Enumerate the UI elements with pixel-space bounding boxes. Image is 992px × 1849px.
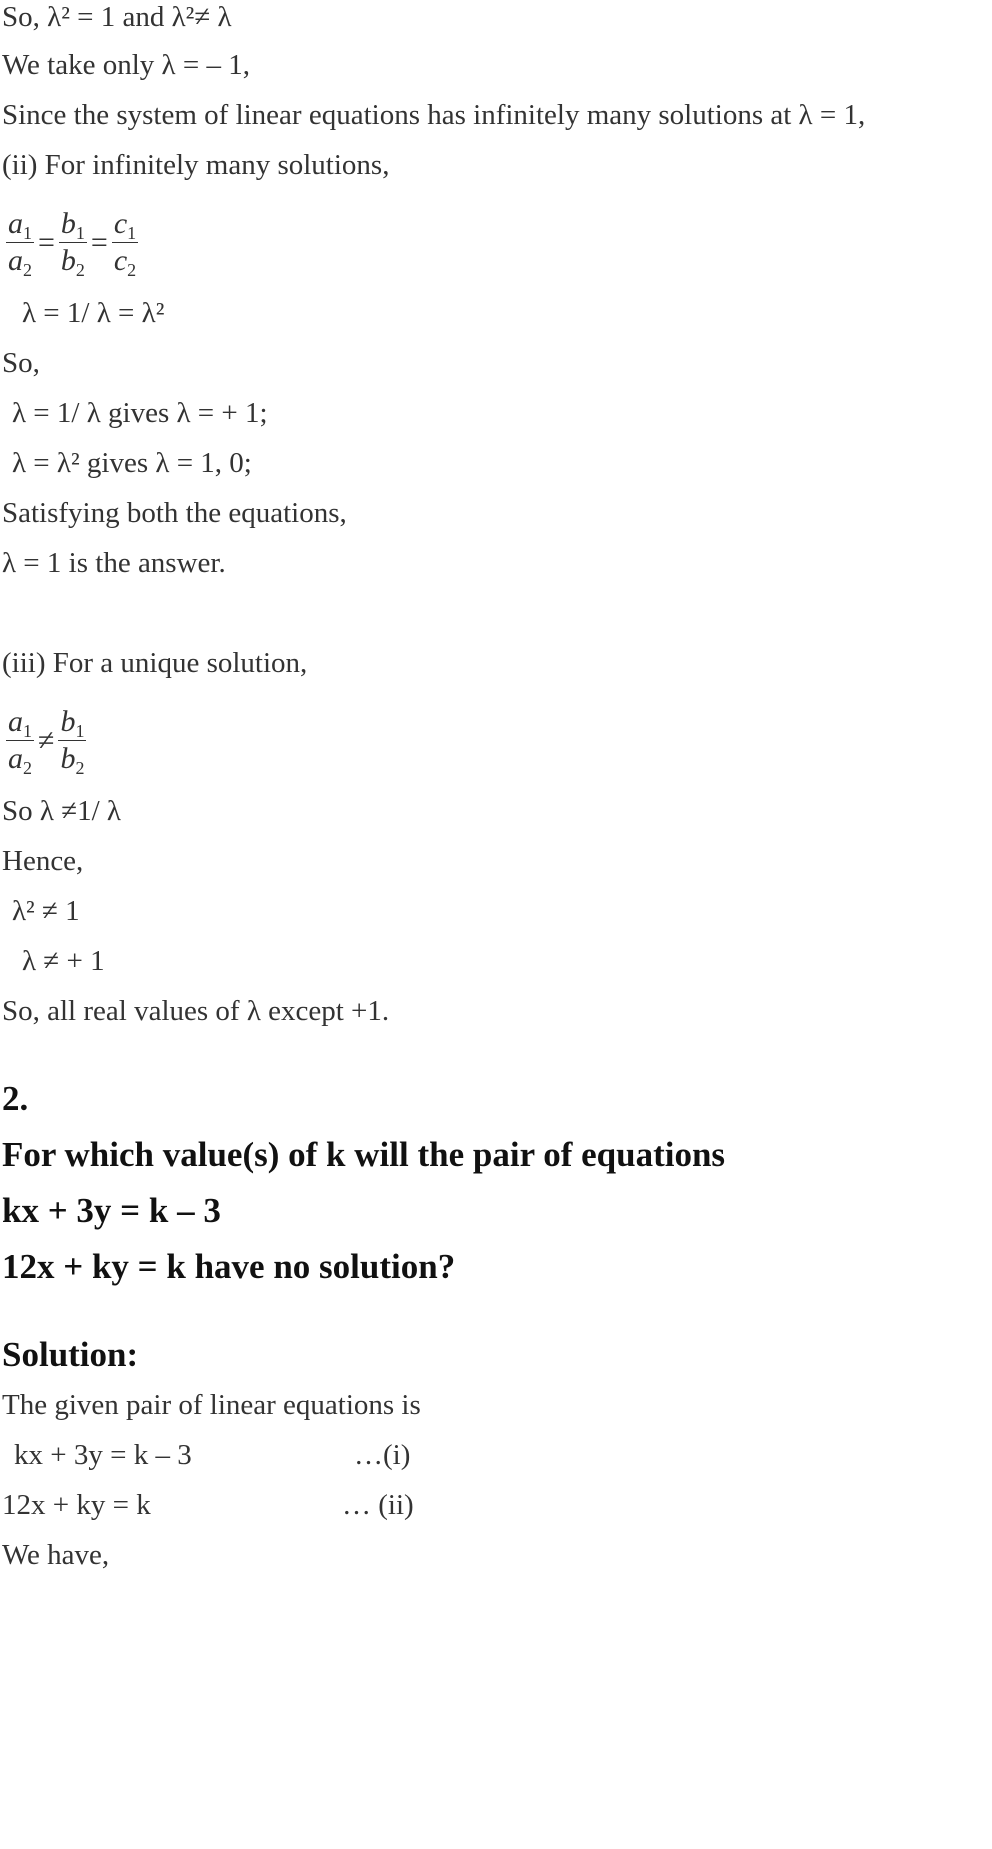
equation-tag: …(i) — [354, 1439, 411, 1471]
text-line: Hence, — [2, 845, 84, 877]
text-line: λ = 1/ λ gives λ = + 1; — [12, 397, 268, 429]
fraction-b: $\frac{b_1}{b_2}$ — [60, 207, 85, 280]
equation-line: 12x + ky = k … (ii) — [2, 1489, 414, 1521]
text-line: λ = λ² gives λ = 1, 0; — [12, 447, 252, 479]
text-line: So λ ≠1/ λ — [2, 795, 121, 827]
fraction-a: $\frac{a_1}{a_2}$ — [8, 705, 32, 778]
text-line: λ ≠ + 1 — [22, 945, 105, 977]
text-line: So, all real values of λ except +1. — [2, 995, 390, 1027]
text-line: (ii) For infinitely many solutions, — [2, 149, 390, 181]
text-line: Satisfying both the equations, — [2, 497, 347, 529]
text-line: So, — [2, 347, 40, 379]
question-text: For which value(s) of k will the pair of equations — [2, 1135, 726, 1174]
equation-line: kx + 3y = k – 3 …(i) — [14, 1439, 411, 1471]
text-line: (iii) For a unique solution, — [2, 647, 308, 679]
question-equation-2: 12x + ky = k have no solution? — [2, 1247, 456, 1286]
fraction-c: $\frac{c_1}{c_2}$ — [113, 207, 137, 280]
text-line: λ² ≠ 1 — [12, 895, 80, 927]
text-line: We take only λ = – 1, — [2, 49, 250, 81]
fraction-b: $\frac{b_1}{b_2}$ — [60, 705, 85, 778]
question-equation-1: kx + 3y = k – 3 — [2, 1191, 221, 1230]
text-line: λ = 1/ λ = λ² — [22, 297, 165, 329]
fraction-a: $\frac{a_1}{a_2}$ — [8, 207, 32, 280]
text-line: So, λ² = 1 and λ²≠ λ — [2, 1, 232, 33]
text-line: λ = 1 is the answer. — [2, 547, 226, 579]
question-number: 2. — [2, 1079, 29, 1118]
text-line: We have, — [2, 1539, 110, 1571]
ratio-inequality-formula: $\frac{a_1}{a_2}$ ≠ $\frac{b_1}{b_2}$ — [8, 705, 85, 778]
ratio-equality-formula: $\frac{a_1}{a_2}$ = $\frac{b_1}{b_2}$ = $\frac{c_1}{c_2}$ — [8, 207, 137, 280]
text-line: Since the system of linear equations has infinitely many solutions at λ = 1, — [2, 99, 866, 131]
text-line: The given pair of linear equations is — [2, 1389, 421, 1421]
solution-heading: Solution: — [2, 1335, 139, 1374]
equation-tag: … (ii) — [342, 1489, 414, 1521]
